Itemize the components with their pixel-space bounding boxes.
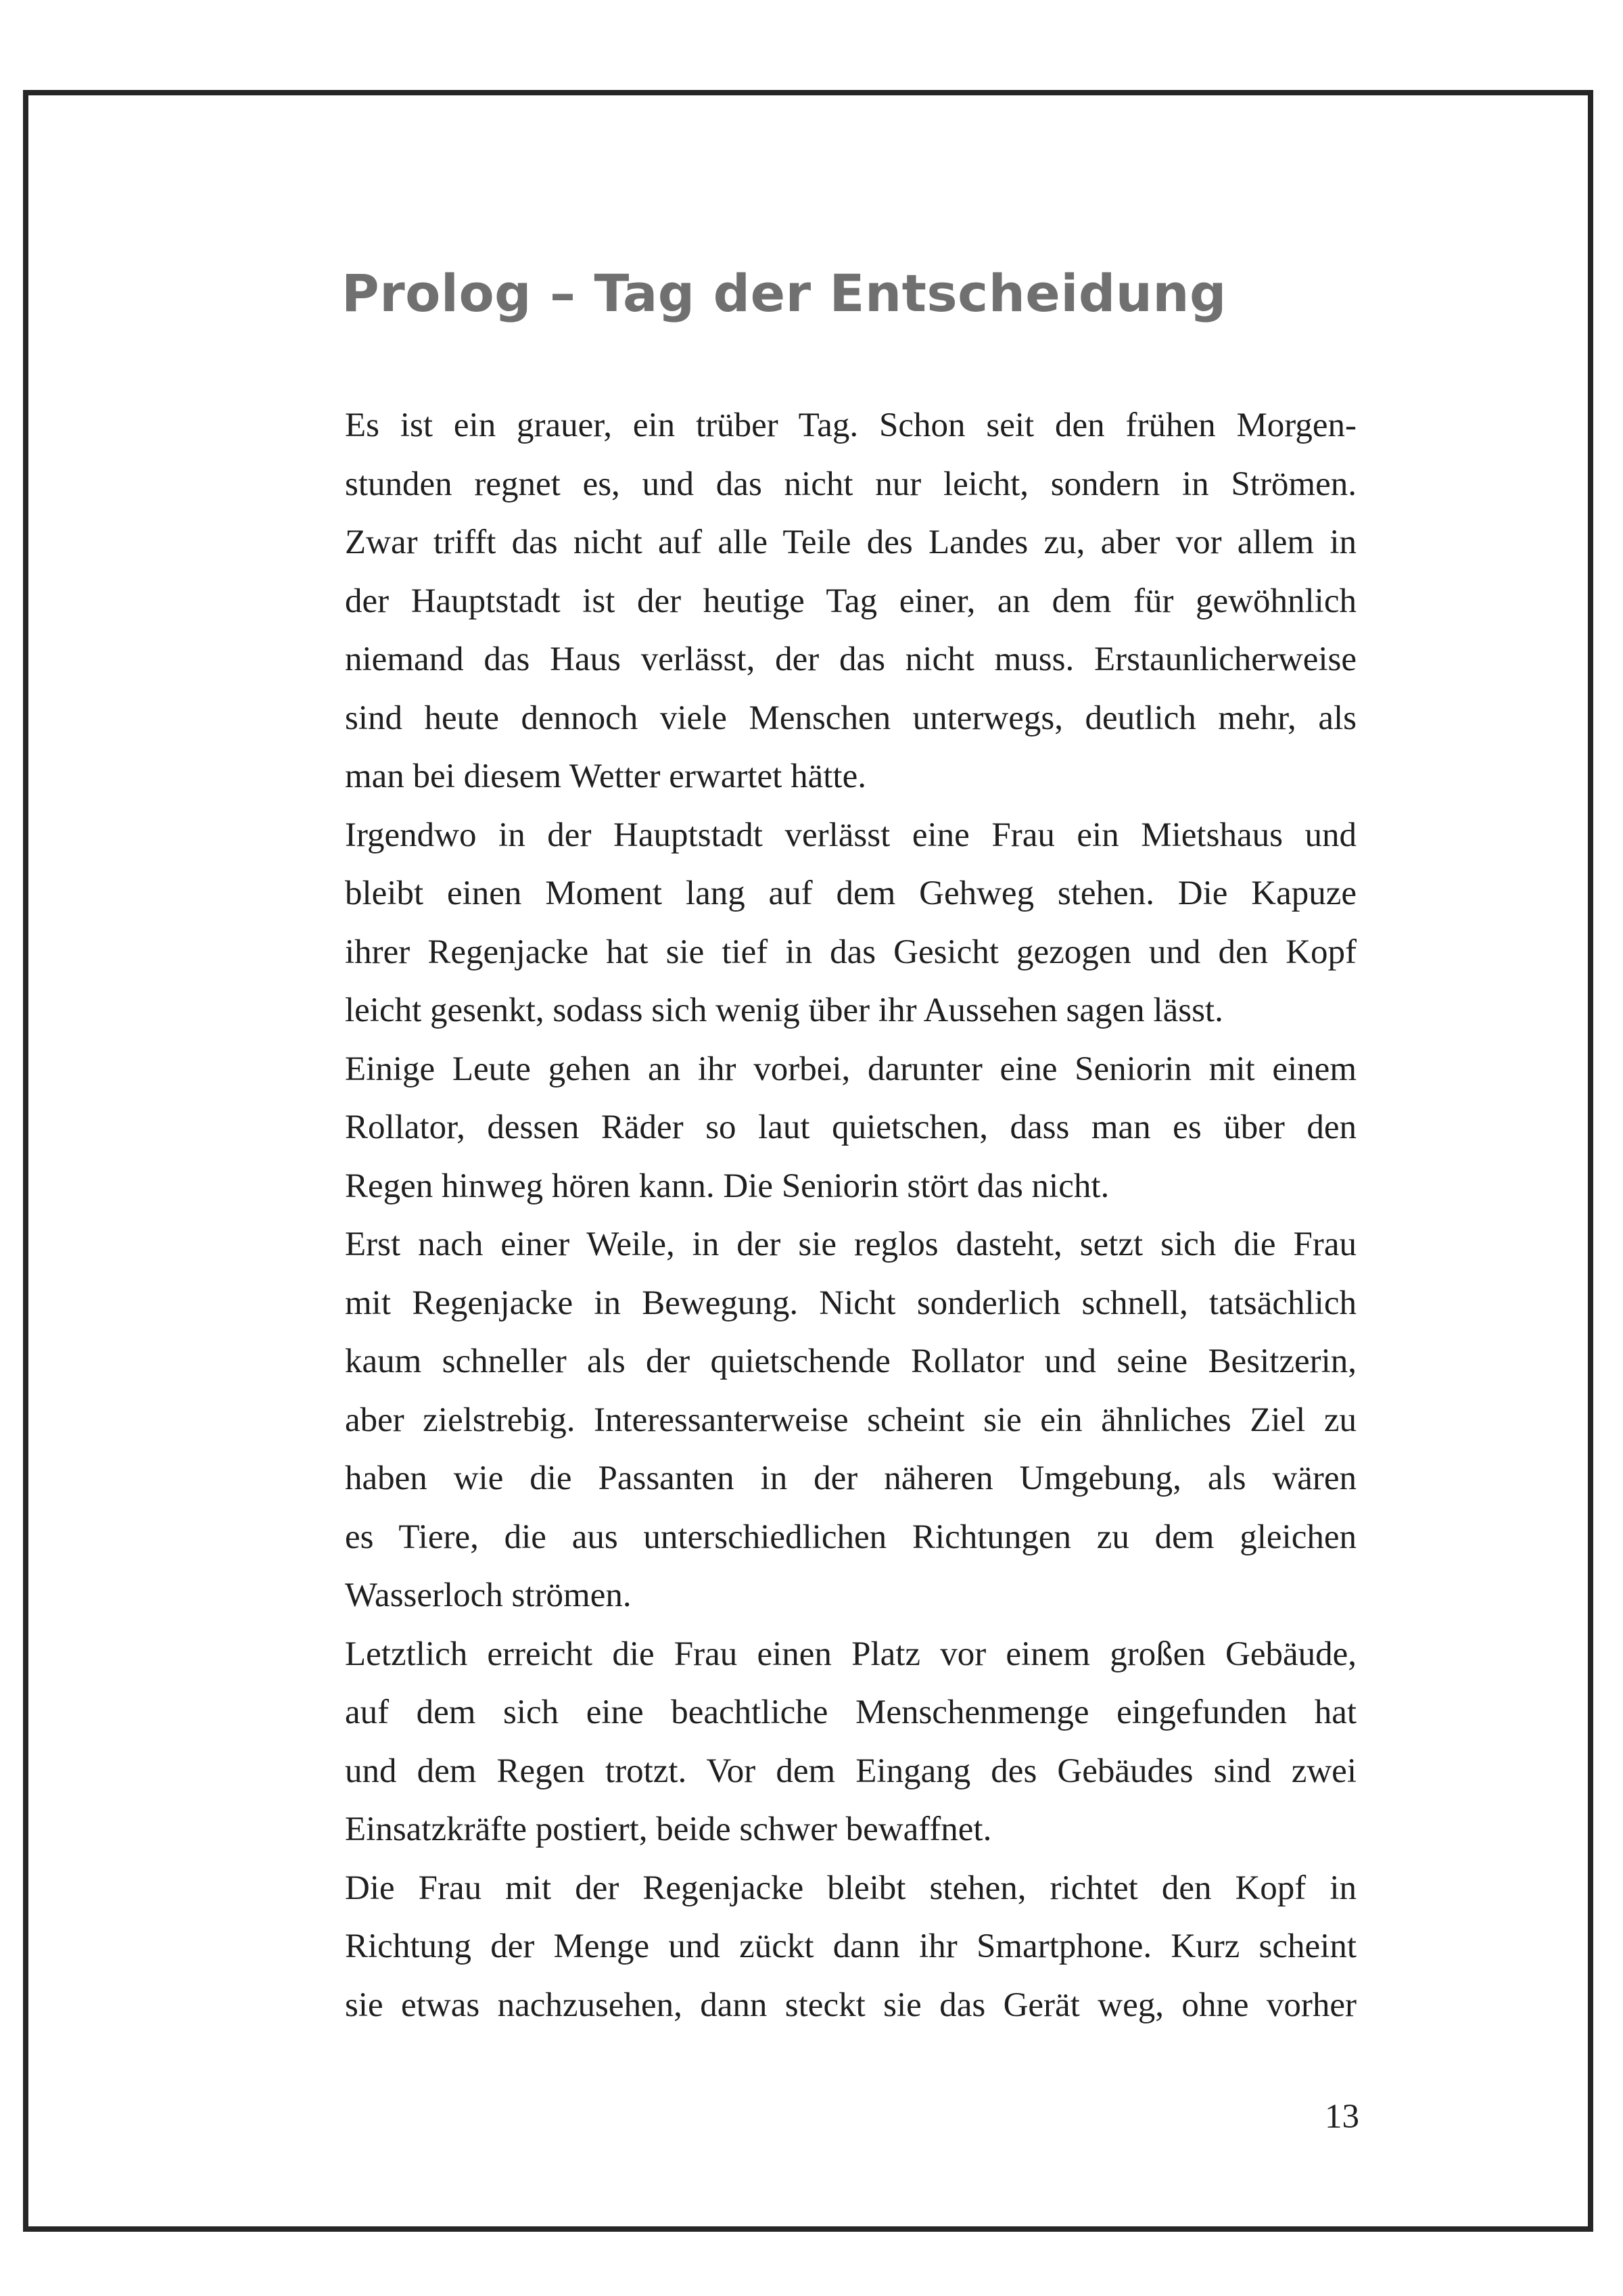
text-line: Zwar trifft das nicht auf alle Teile des Landes zu, aber vor allem in (345, 523, 1357, 561)
body-text (345, 396, 1357, 2034)
text-line: Regen hinweg hören kann. Die Seniorin stört das nicht. (345, 1167, 1110, 1205)
text-line: der Hauptstadt ist der heutige Tag einer, an dem für gewöhnlich (345, 582, 1357, 620)
text-line: Rollator, dessen Räder so laut quietschen, dass man es über den (345, 1108, 1357, 1146)
paragraph (345, 1625, 1357, 1859)
text-line: Richtung der Menge und zückt dann ihr Smartphone. Kurz scheint (345, 1927, 1357, 1965)
chapter-title: Prolog – Tag der Entscheidung (342, 263, 1227, 323)
text-line: Die Frau mit der Regenjacke bleibt stehen, richtet den Kopf in (345, 1869, 1357, 1907)
text-line: mit Regenjacke in Bewegung. Nicht sonderlich schnell, tatsächlich (345, 1284, 1357, 1322)
page-number: 13 (1325, 2098, 1359, 2136)
text-line: haben wie die Passanten in der näheren Umgebung, als wären (345, 1459, 1357, 1497)
paragraph (345, 396, 1357, 806)
text-line: Erst nach einer Weile, in der sie reglos dasteht, setzt sich die Frau (345, 1225, 1357, 1263)
text-line: es Tiere, die aus unterschiedlichen Richtungen zu dem gleichen (345, 1518, 1357, 1556)
text-line: und dem Regen trotzt. Vor dem Eingang des Gebäudes sind zwei (345, 1752, 1357, 1790)
text-line: sie etwas nachzusehen, dann steckt sie das Gerät weg, ohne vorher (345, 1986, 1357, 2024)
text-line: aber zielstrebig. Interessanterweise scheint sie ein ähnliches Ziel zu (345, 1401, 1357, 1439)
text-line: Einsatzkräfte postiert, beide schwer bewaffnet. (345, 1810, 992, 1848)
text-line: Letztlich erreicht die Frau einen Platz vor einem großen Gebäude, (345, 1635, 1357, 1673)
text-line: stunden regnet es, und das nicht nur leicht, sondern in Strömen. (345, 465, 1357, 503)
text-line: Irgendwo in der Hauptstadt verlässt eine Frau ein Mietshaus und (345, 816, 1357, 854)
text-line: Einige Leute gehen an ihr vorbei, darunter eine Seniorin mit einem (345, 1050, 1357, 1088)
text-line: Es ist ein grauer, ein trüber Tag. Schon seit den frühen Morgen- (345, 406, 1357, 444)
paragraph (345, 1859, 1357, 2035)
paragraph (345, 1040, 1357, 1216)
text-line: leicht gesenkt, sodass sich wenig über ihr Aussehen sagen lässt. (345, 991, 1223, 1029)
text-line: man bei diesem Wetter erwartet hätte. (345, 757, 866, 795)
text-line: bleibt einen Moment lang auf dem Gehweg stehen. Die Kapuze (345, 874, 1357, 912)
text-line: ihrer Regenjacke hat sie tief in das Gesicht gezogen und den Kopf (345, 933, 1357, 971)
text-line: auf dem sich eine beachtliche Menschenmenge eingefunden hat (345, 1693, 1357, 1731)
text-line: Wasserloch strömen. (345, 1576, 632, 1614)
paragraph (345, 806, 1357, 1040)
text-line: kaum schneller als der quietschende Rollator und seine Besitzerin, (345, 1342, 1357, 1380)
text-line: niemand das Haus verlässt, der das nicht muss. Erstaunlicherweise (345, 640, 1357, 678)
text-line: sind heute dennoch viele Menschen unterwegs, deutlich mehr, als (345, 699, 1357, 737)
paragraph (345, 1215, 1357, 1625)
